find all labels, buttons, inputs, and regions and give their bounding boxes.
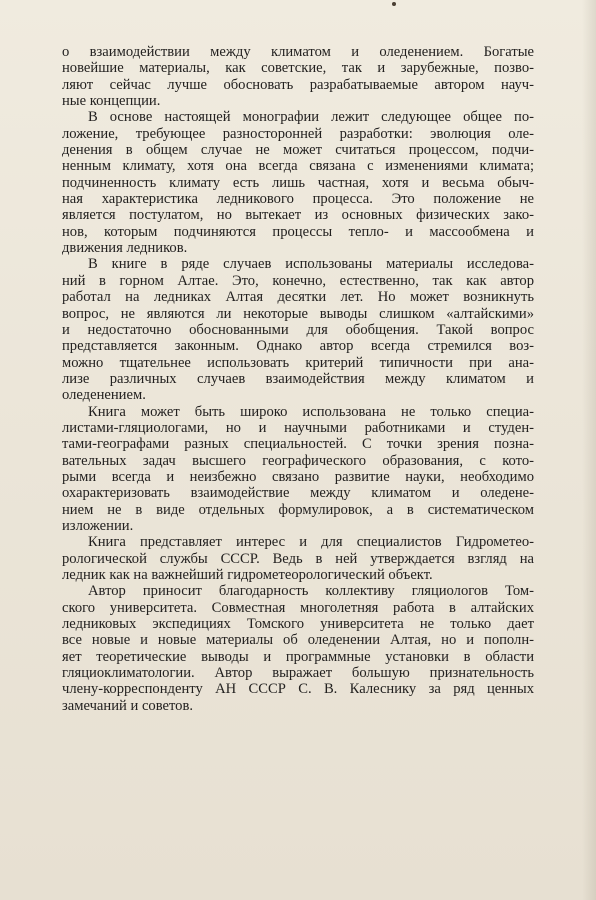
text-line: листами-гляциологами, но и научными работниками и студен- xyxy=(62,419,534,436)
paragraph xyxy=(62,44,534,109)
text-line: Книга представляет интерес и для специалистов Гидрометео- xyxy=(88,534,534,551)
text-line: ний в горном Алтае. Это, конечно, естественно, так как автор xyxy=(62,272,534,289)
text-line: В книге в ряде случаев использованы материалы исследова- xyxy=(88,256,534,273)
paragraph xyxy=(62,404,534,535)
text-line: Книга может быть широко использована не только специа- xyxy=(88,403,534,420)
text-line: изложении. xyxy=(62,517,134,534)
text-line: ные концепции. xyxy=(62,93,161,110)
text-line: вопрос, не являются ли некоторые выводы слишком «алтайскими» xyxy=(62,305,534,322)
text-line: денения в общем случае не может считаться процессом, подчи- xyxy=(62,142,534,159)
text-line: о взаимодействии между климатом и оледенением. Богатые xyxy=(62,44,534,60)
text-line: вательных задач высшего географического образования, с кото- xyxy=(62,452,534,469)
paragraph xyxy=(62,534,534,583)
text-line: тами-географами разных специальностей. С точки зрения позна- xyxy=(62,436,534,453)
text-line: все новые и новые материалы об оледенении Алтая, но и пополн- xyxy=(62,632,534,649)
text-line: замечаний и советов. xyxy=(62,697,194,714)
text-line: оледенением. xyxy=(62,387,146,404)
text-line: рыми всегда и неизбежно связано развитие науки, необходимо xyxy=(62,468,534,485)
text-line: ная характеристика ледникового процесса. Это положение не xyxy=(62,191,534,208)
text-line: подчиненность климату есть лишь частная, хотя и весьма обыч- xyxy=(62,174,534,191)
paragraph xyxy=(62,109,534,256)
text-line: лизе различных случаев взаимодействия между климатом и xyxy=(62,370,534,387)
page-text xyxy=(62,44,534,714)
text-line: охарактеризовать взаимодействие между климатом и оледене- xyxy=(62,485,534,502)
text-line: является постулатом, но вытекает из основных физических зако- xyxy=(62,207,534,224)
text-line: гляциоклиматологии. Автор выражает большую признательность xyxy=(62,665,534,682)
text-line: члену-корреспонденту АН СССР С. В. Калеснику за ряд ценных xyxy=(62,681,534,698)
text-line: нов, которым подчиняются процессы тепло- и массообмена и xyxy=(62,223,534,240)
text-line: яет теоретические выводы и программные установки в области xyxy=(62,648,534,665)
text-line: представляется законным. Однако автор всегда стремился воз- xyxy=(62,338,534,355)
text-line: новейшие материалы, как советские, так и зарубежные, позво- xyxy=(62,60,534,77)
text-line: В основе настоящей монографии лежит следующее общее по- xyxy=(88,109,534,126)
print-speck xyxy=(392,2,396,6)
text-line: и недостаточно обоснованными для обобщения. Такой вопрос xyxy=(62,321,534,338)
text-line: ложение, требующее разносторонней разработки: эволюция оле- xyxy=(62,125,534,142)
paragraph xyxy=(62,256,534,403)
text-line: рологической службы СССР. Ведь в ней утверждается взгляд на xyxy=(62,550,534,567)
text-line: ненным климату, хотя она всегда связана с изменениями климата; xyxy=(62,158,534,175)
text-line: ледниковых экспедициях Томского университета не только дает xyxy=(62,616,534,633)
paragraph xyxy=(62,583,534,714)
text-line: ледник как на важнейший гидрометеорологический объект. xyxy=(62,567,433,583)
text-line: работал на ледниках Алтая десятки лет. Но может возникнуть xyxy=(62,289,534,306)
text-line: нием не в виде отдельных формулировок, а в систематическом xyxy=(62,501,534,518)
text-line: Автор приносит благодарность коллективу гляциологов Том- xyxy=(88,583,534,600)
text-line: можно тщательнее использовать критерий типичности при ана- xyxy=(62,354,534,371)
text-line: ского университета. Совместная многолетняя работа в алтайских xyxy=(62,599,534,616)
text-line: движения ледников. xyxy=(62,240,188,257)
text-line: ляют сейчас лучше обосновать разрабатываемые автором науч- xyxy=(62,76,534,93)
